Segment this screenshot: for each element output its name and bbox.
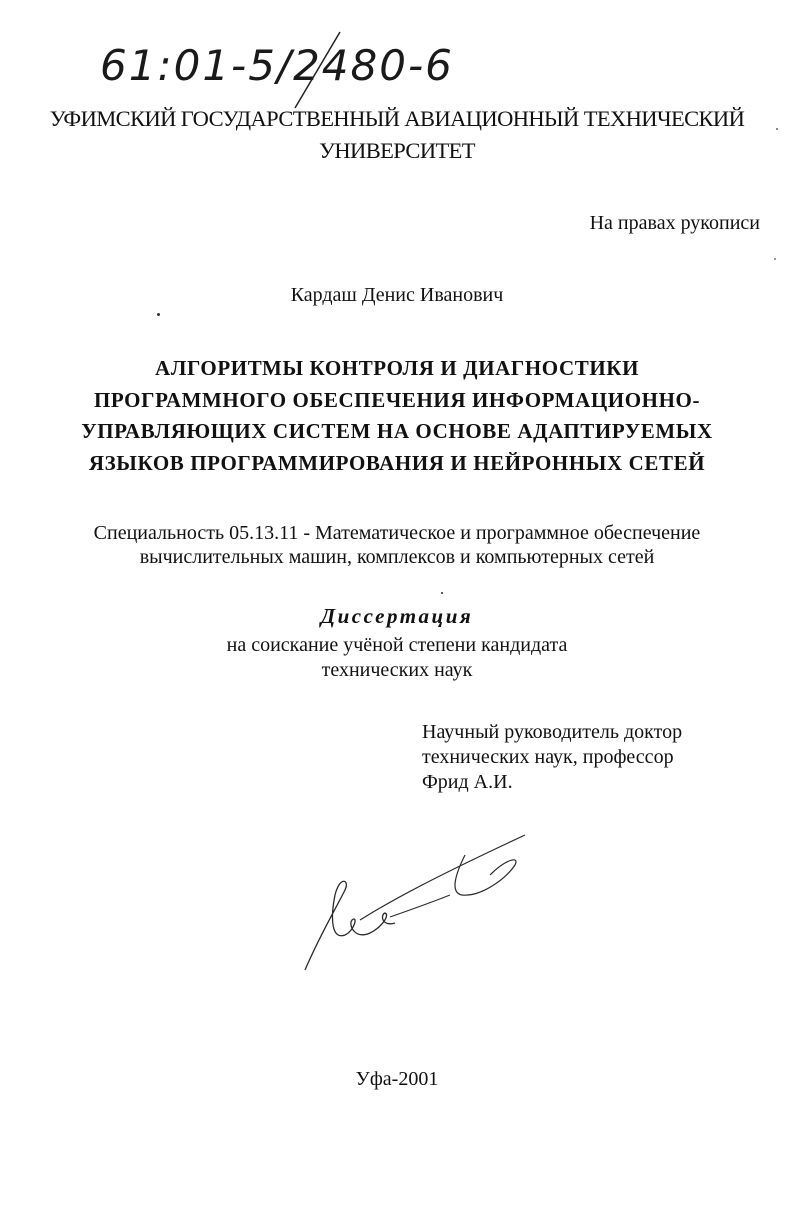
signature-stroke-1 [305,881,395,970]
advisor-line-1: Научный руководитель доктор [422,721,683,743]
handwritten-number-svg [100,30,520,110]
title-line-3: УПРАВЛЯЮЩИХ СИСТЕМ НА ОСНОВЕ АДАПТИРУЕМЫХ [81,419,713,443]
specialty [0,521,794,569]
specialty-line-1: Специальность 05.13.11 - Математическое и программное обеспечение [93,522,701,544]
signature-stroke-3 [455,855,516,895]
scan-speck-2 [441,592,443,594]
manuscript-rights-note: На правах рукописи [589,212,760,234]
handwritten-archive-number [100,30,520,110]
title-line-4: ЯЗЫКОВ ПРОГРАММИРОВАНИЯ И НЕЙРОННЫХ СЕТЕЙ [88,450,706,475]
dissertation-label: Диссертация [320,604,474,628]
university-line-1: УФИМСКИЙ ГОСУДАРСТВЕННЫЙ АВИАЦИОННЫЙ ТЕХНИЧЕСКИЙ [49,106,745,131]
scientific-advisor [422,720,752,795]
author-signature [290,825,540,975]
degree-line-1: на соискание учёной степени кандидата [226,634,568,656]
specialty-line-2: вычислительных машин, комплексов и компьютерных сетей [139,546,655,568]
signature-stroke-2 [360,835,525,920]
advisor-line-3: Фрид А.И. [422,771,513,793]
scan-edge-mark [776,128,778,130]
university-line-2: УНИВЕРСИТЕТ [319,138,475,163]
degree-line-2: технических наук [321,659,473,681]
dissertation-title [0,353,794,479]
title-line-1: АЛГОРИТМЫ КОНТРОЛЯ И ДИАГНОСТИКИ [154,356,640,380]
advisor-line-2: технических наук, профессор [422,746,674,768]
degree-statement [0,633,794,683]
handwritten-number-text: 61:01-5/2480-6 [100,41,454,90]
title-line-2: ПРОГРАММНОГО ОБЕСПЕЧЕНИЯ ИНФОРМАЦИОННО- [93,387,701,412]
city-year: Уфа-2001 [355,1068,439,1090]
signature-svg [290,825,540,975]
scan-speck [157,313,160,316]
author-name: Кардаш Денис Иванович [290,284,504,306]
scan-edge-mark-2 [774,258,776,260]
university-name [0,103,794,167]
signature-stroke-4 [390,895,450,917]
